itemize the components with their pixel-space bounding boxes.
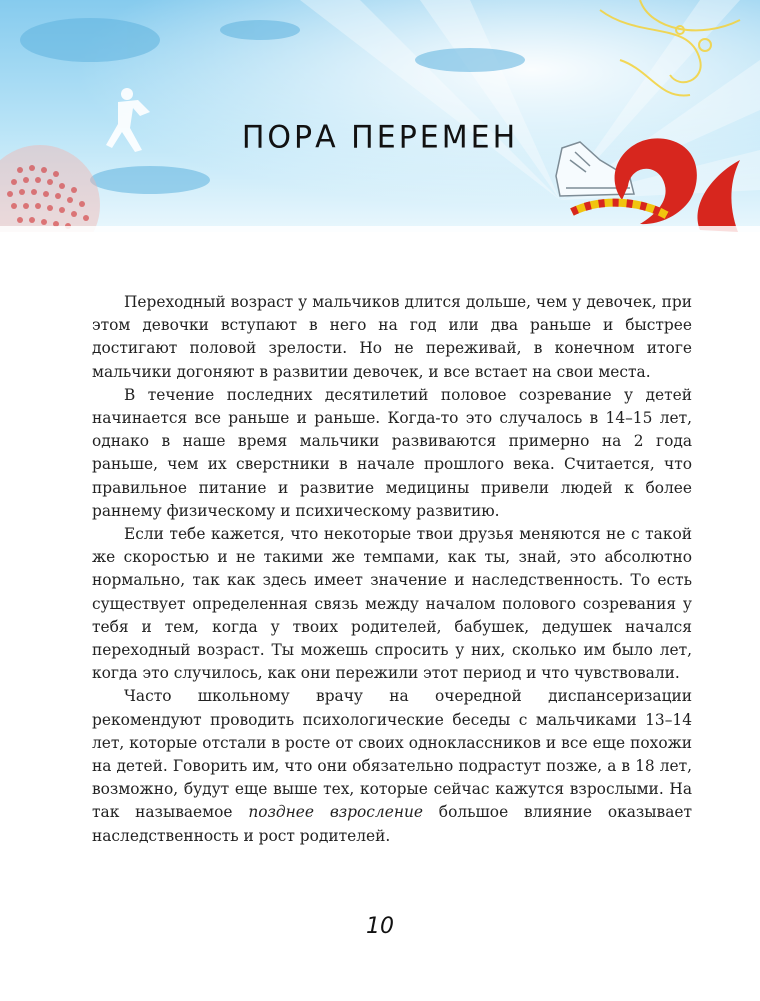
italic-term: позднее взросление — [248, 803, 423, 822]
paragraph: Если тебе кажется, что некоторые твои друзья меняются не с такой же скоростью и не такими же темпами, как ты, знай, это абсолютно нормально, так как здесь имеет значение и наследственность. То есть существует определенная связь между началом полового созревания у тебя и тем, когда у твоих родителей, бабушек, дедушек начался переходный возраст. Ты можешь спросить у них, сколько им было лет, когда это случилось, как они пережили этот период и что чувствовали. — [92, 525, 692, 683]
paragraph: В течение последних десятилетий половое созревание у детей начинается все раньше и раньше. Когда-то это случалось в 14–15 лет, однако в наше время мальчики развиваются примерно на 2 года раньше, чем их сверстники в начале прошлого века. Считается, что правильное питание и развитие медицины привели людей к более раннему физическому и психическому развитию. — [92, 385, 692, 520]
paragraph-text-tail: большое влияние оказывает наследственность и рост родителей. — [92, 803, 693, 845]
article-body — [92, 291, 692, 848]
page-title: ПОРА ПЕРЕМЕН — [241, 119, 519, 156]
paragraph — [92, 685, 692, 847]
paragraph: Переходный возраст у мальчиков длится дольше, чем у девочек, при этом девочки вступают в него на год или два раньше и быстрее достигают половой зрелости. Но не переживай, в конечном итоге мальчики догоняют в развитии девочек, и все встает на свои места. — [92, 293, 692, 381]
page-number: 10 — [366, 914, 394, 939]
decorative-banner-art — [0, 0, 760, 232]
paragraph-text: Часто школьному врачу на очередной диспансеризации рекомендуют проводить психологические беседы с мальчиками 13–14 лет, которые отстали в росте от своих одноклассников и все еще похожи на детей. Говорить им, что они обязательно подрастут позже, а в 18 лет, возможно, будут еще выше тех, которые сейчас кажутся взрослыми. На так называемое — [92, 687, 692, 822]
header-banner — [0, 0, 760, 232]
